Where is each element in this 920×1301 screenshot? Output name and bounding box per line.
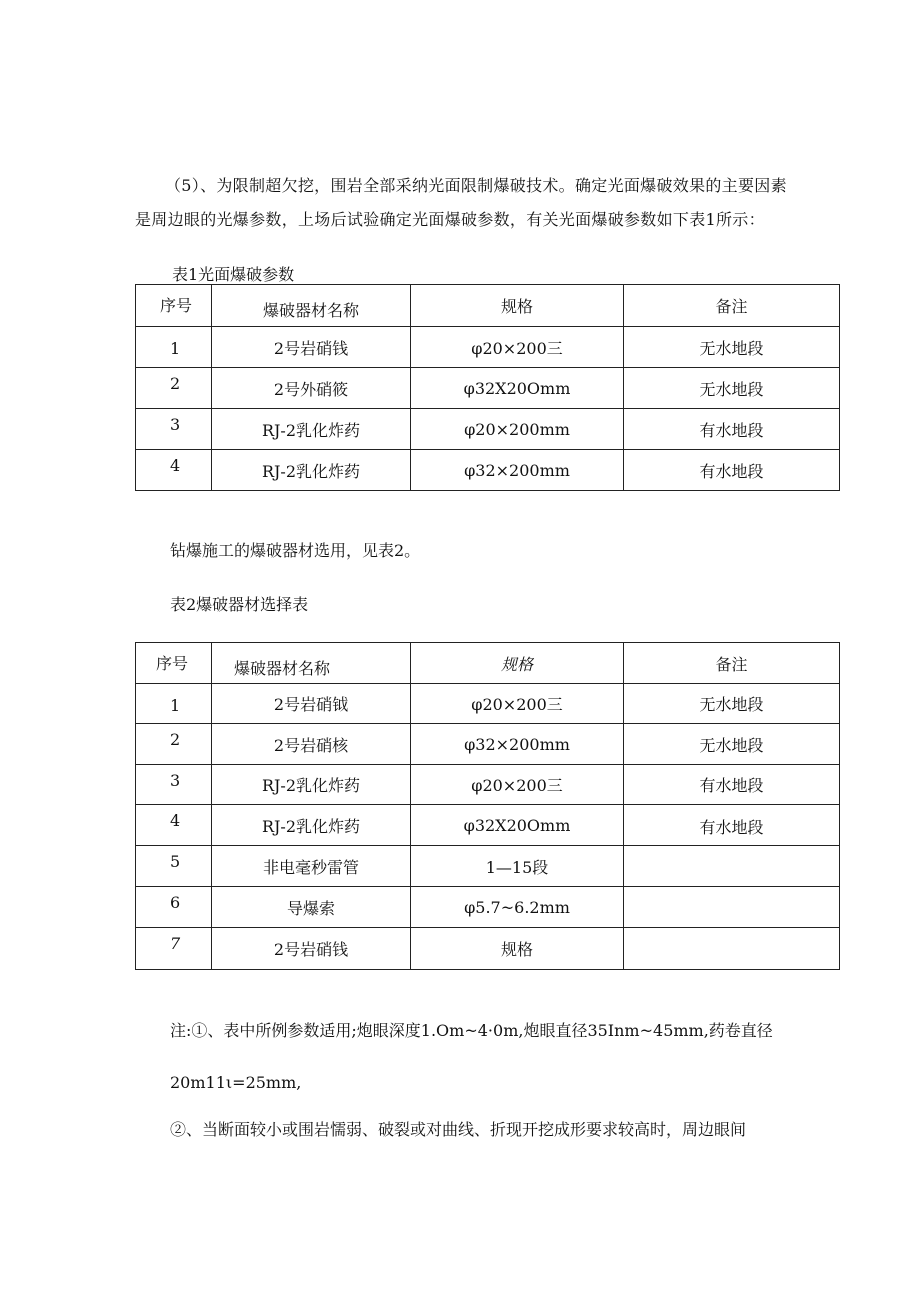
table1	[135, 284, 840, 491]
table1-header-row	[136, 285, 840, 327]
table2-header-name: 爆破器材名称	[212, 643, 411, 684]
table1-cell-spec: φ32×200mm	[411, 450, 624, 491]
table2-cell-name: 2号岩硝钺	[212, 684, 411, 724]
table1-cell-spec: φ20×200三	[411, 327, 624, 368]
table-row	[136, 887, 840, 928]
table1-cell-seq: 1	[136, 327, 212, 368]
table2-cell-name: 非电毫秒雷管	[212, 846, 411, 887]
table1-cell-seq: 2	[136, 368, 212, 409]
table2-cell-name: 2号岩硝钱	[212, 928, 411, 970]
table-row	[136, 928, 840, 970]
intro-line-1: （5）、为限制超欠挖，围岩全部采纳光面限制爆破技术。确定光面爆破效果的主要因素	[165, 176, 787, 195]
table-row	[136, 684, 840, 724]
table2-cell-spec: φ20×200三	[411, 765, 624, 805]
table2-header-row	[136, 643, 840, 684]
table1-cell-name: RJ-2乳化炸药	[212, 450, 411, 491]
table2-cell-spec: φ5.7~6.2mm	[411, 887, 624, 928]
table2-cell-seq: 3	[136, 765, 212, 805]
table2-cell-spec: φ32X20Omm	[411, 805, 624, 846]
table2-cell-spec: 规格	[411, 928, 624, 970]
table-row	[136, 409, 840, 450]
table2-cell-note: 有水地段	[624, 765, 840, 805]
table2-cell-seq: 1	[136, 684, 212, 724]
table1-cell-name: 2号岩硝钱	[212, 327, 411, 368]
note-line-2: 20m11ι=25mm,	[170, 1073, 302, 1092]
table1-cell-seq: 3	[136, 409, 212, 450]
table2-cell-spec: 1—15段	[411, 846, 624, 887]
note-line-1: 注:①、表中所例参数适用;炮眼深度1.Om~4·0m,炮眼直径35Inm~45mm,药卷直径	[170, 1021, 773, 1040]
table2-cell-name: RJ-2乳化炸药	[212, 805, 411, 846]
table2-cell-note	[624, 887, 840, 928]
table1-header-name: 爆破器材名称	[212, 285, 411, 327]
table2-cell-seq: 7	[136, 928, 212, 970]
mid-text: 钻爆施工的爆破器材选用，见表2。	[170, 541, 421, 560]
table-row	[136, 368, 840, 409]
table-row	[136, 450, 840, 491]
note-line-3: ②、当断面较小或围岩懦弱、破裂或对曲线、折现开挖成形要求较高时，周边眼间	[170, 1120, 747, 1139]
table2-cell-note: 无水地段	[624, 684, 840, 724]
table1-cell-note: 有水地段	[624, 450, 840, 491]
table1-header-note: 备注	[624, 285, 840, 327]
table2-caption: 表2爆破器材选择表	[170, 595, 309, 614]
table1-cell-note: 无水地段	[624, 368, 840, 409]
table1-cell-seq: 4	[136, 450, 212, 491]
table-row	[136, 724, 840, 765]
table2-header-spec: 规格	[411, 643, 624, 684]
table1-header-spec: 规格	[411, 285, 624, 327]
table2-cell-seq: 6	[136, 887, 212, 928]
intro-line-2: 是周边眼的光爆参数，上场后试验确定光面爆破参数，有关光面爆破参数如下表1所示：	[135, 210, 765, 229]
table2-cell-note: 有水地段	[624, 805, 840, 846]
table2-cell-spec: φ20×200三	[411, 684, 624, 724]
table2-cell-note	[624, 928, 840, 970]
table1-cell-spec: φ32X20Omm	[411, 368, 624, 409]
table2-cell-name: RJ-2乳化炸药	[212, 765, 411, 805]
table2-cell-seq: 2	[136, 724, 212, 765]
table2	[135, 642, 840, 970]
table2-header-seq: 序号	[136, 643, 212, 684]
table1-header-seq: 序号	[136, 285, 212, 327]
table1-cell-note: 有水地段	[624, 409, 840, 450]
table-row	[136, 846, 840, 887]
table2-cell-name: 导爆索	[212, 887, 411, 928]
table2-cell-seq: 5	[136, 846, 212, 887]
table2-cell-note	[624, 846, 840, 887]
table2-cell-note: 无水地段	[624, 724, 840, 765]
table-row	[136, 765, 840, 805]
table2-header-note: 备注	[624, 643, 840, 684]
table1-cell-spec: φ20×200mm	[411, 409, 624, 450]
table1-cell-name: 2号外硝筱	[212, 368, 411, 409]
table1-cell-note: 无水地段	[624, 327, 840, 368]
table-row	[136, 805, 840, 846]
table2-cell-spec: φ32×200mm	[411, 724, 624, 765]
table2-cell-name: 2号岩硝核	[212, 724, 411, 765]
table2-cell-seq: 4	[136, 805, 212, 846]
table1-cell-name: RJ-2乳化炸药	[212, 409, 411, 450]
table-row	[136, 327, 840, 368]
table1-caption: 表1光面爆破参数	[172, 265, 295, 284]
